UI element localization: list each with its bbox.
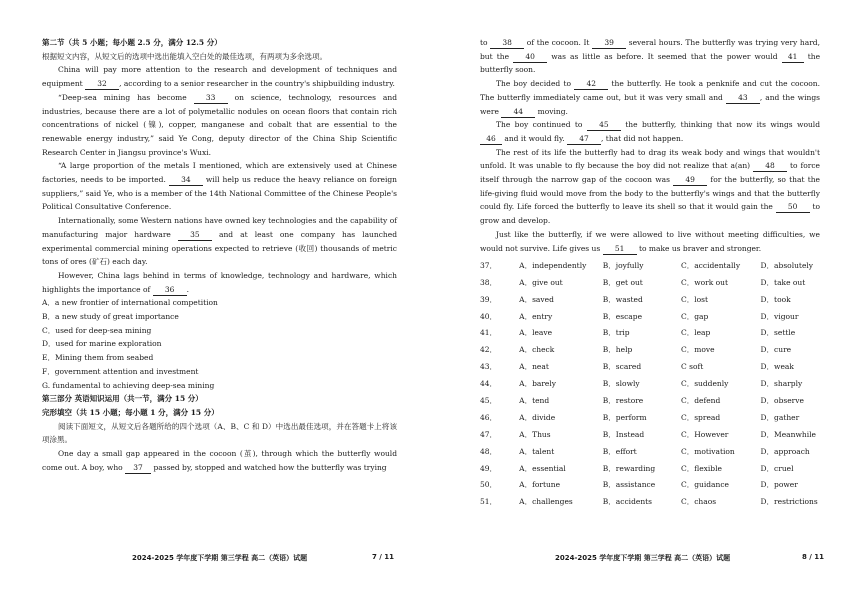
option-c: C．However: [680, 429, 729, 439]
option-d: D．took: [760, 294, 791, 304]
option-d: D．restrictions: [760, 497, 818, 507]
cloze-paragraph-3: The boy continued to 45 the butterfly, thinking that now its wings would 46 and it would fly. 47 , that did not happen.: [480, 118, 820, 145]
option-a: A．divide: [519, 412, 556, 422]
cloze-paragraph-5: Just like the butterfly, if we were allowed to live without meeting difficulties, we would not survive. Life gives us 51 to make us braver and stronger.: [480, 229, 820, 253]
option-c: C．gap: [680, 311, 709, 321]
blank-35: 35: [178, 230, 212, 241]
cloze-paragraph-1: One day a small gap appeared in the cocoon (茧), through which the butterfly would come out. A boy, who 37 passed by, stopped and watched how the butterfly was trying: [42, 449, 397, 472]
option-b: B．get out: [602, 277, 643, 287]
option-d: D．sharply: [760, 379, 803, 389]
option-a: A．fortune: [519, 480, 561, 490]
blank-39: 39: [592, 38, 626, 49]
question-row: [480, 443, 820, 460]
question-number: 45．: [480, 395, 498, 405]
passage-paragraph-3: “A large proportion of the metals I mentioned, which are extensively used at Chinese factories, needs to be imported. 34 will help us reduce the heavy reliance on foreign suppliers,” said Ye, who is a member of the 14th National Committee of the Chinese People's Political Consultative Conference.: [42, 161, 397, 212]
blank-45: 45: [587, 120, 621, 131]
cloze-paragraph-4: The rest of its life the butterfly had to drag its weak body and wings that wouldn't unfold. It was unable to fly because the boy did not realize that a(an) 48 to force itself through the narrow gap of the cocoon was 49 for the butterfly, so that the life-giving fluid would move from the body to the butterfly's wings and that the butterfly could fly. Life forced the butterfly to leave its shell so that it would gain the 50 to grow and develop.: [480, 147, 820, 226]
question-number: 42．: [480, 345, 498, 355]
option-e: E．Mining them from seabed: [42, 353, 154, 363]
option-a: A．independently: [519, 260, 587, 270]
option-b: B．a new study of great importance: [42, 312, 179, 322]
option-b: B．effort: [602, 446, 637, 456]
blank-51: 51: [603, 244, 637, 255]
option-c: C．flexible: [680, 463, 722, 473]
question-row: [480, 409, 820, 426]
option-b: B．restore: [602, 395, 644, 405]
option-b: B．wasted: [602, 294, 643, 304]
option-a: A．entry: [519, 311, 553, 321]
option-a: A．leave: [519, 328, 553, 338]
passage-paragraph-4: Internationally, some Western nations have owned key technologies and the capability of manufacturing major hardware 35 and at least one company has launched experimental commercial mining operations expected to retrieve (收回) thousands of metric tons of ores (矿石) each day.: [42, 216, 397, 267]
passage-paragraph-1: China will pay more attention to the research and development of techniques and equipment 32 , according to a senior researcher in the country's shipbuilding industry.: [42, 65, 397, 89]
question-row: [480, 426, 820, 443]
footer-title: 2024-2025 学年度下学期 第三学程 高二（英语）试题: [555, 554, 731, 562]
option-d: D．take out: [760, 277, 806, 287]
right-page: [430, 0, 860, 608]
question-number: 38．: [480, 277, 498, 287]
option-b: B．trip: [602, 328, 630, 338]
option-c: C．move: [680, 345, 715, 355]
blank-48: 48: [753, 161, 787, 172]
question-number: 46．: [480, 412, 498, 422]
option-d: D．Meanwhile: [760, 429, 816, 439]
blank-43: 43: [726, 93, 760, 104]
blank-46: 46: [480, 134, 502, 145]
blank-47: 47: [567, 134, 601, 145]
page-number: 8 / 11: [802, 553, 825, 561]
question-row: [480, 494, 820, 511]
blank-36: 36: [153, 285, 187, 296]
option-b: B．accidents: [602, 497, 653, 507]
option-c: C．suddenly: [680, 379, 729, 389]
option-b: B．slowly: [602, 379, 640, 389]
question-number: 43．: [480, 362, 498, 372]
blank-49: 49: [673, 175, 707, 186]
option-d: D．approach: [760, 446, 810, 456]
question-number: 49．: [480, 463, 498, 473]
option-b: B．perform: [602, 412, 647, 422]
section2-instructions: 根据短文内容，从短文后的选项中选出能填入空白处的最佳选项，有两项为多余选项。: [42, 51, 327, 61]
option-b: B．escape: [602, 311, 643, 321]
option-c: C．spread: [680, 412, 721, 422]
option-f: F．government attention and investment: [42, 366, 199, 376]
blank-33: 33: [194, 93, 228, 104]
option-c: C soft: [680, 362, 704, 372]
cloze-paragraph-1-cont: to 38 of the cocoon. It 39 several hours. The butterfly was trying very hard, but the 40 was as little as before. It seemed that the power would 41 the butterfly soon.: [480, 38, 821, 75]
question-row: [480, 460, 820, 477]
option-c: C．leap: [680, 328, 711, 338]
page-number: 7 / 11: [372, 553, 395, 561]
section3-title: 第三部分 英语知识运用（共一节，满分 15 分）: [42, 394, 203, 404]
option-a: A．tend: [519, 395, 550, 405]
option-d: D．vigour: [760, 311, 799, 321]
question-number: 40．: [480, 311, 498, 321]
question-row: [480, 375, 820, 392]
question-row: [480, 308, 820, 325]
option-d: D．gather: [760, 412, 800, 422]
option-a: A．Thus: [519, 429, 551, 439]
option-b: B．help: [602, 345, 633, 355]
option-a: A．challenges: [519, 497, 573, 507]
option-c: C．motivation: [680, 446, 735, 456]
option-c: C．chaos: [680, 497, 717, 507]
question-number: 39．: [480, 294, 498, 304]
option-b: B．assistance: [602, 480, 656, 490]
option-d: D．cure: [760, 345, 792, 355]
option-d: D．weak: [760, 362, 794, 372]
option-c: C．guidance: [680, 480, 729, 490]
question-row: [480, 342, 820, 359]
section3-instructions: 阅读下面短文，从短文后各题所给的四个选项（A、B、C 和 D）中选出最佳选项，并在答题卡上将该项涂黑。: [42, 421, 397, 445]
option-a: A．neat: [519, 362, 549, 372]
option-a: A．talent: [519, 446, 555, 456]
option-b: B．Instead: [602, 429, 645, 439]
question-number: 48．: [480, 446, 498, 456]
option-g: G. fundamental to achieving deep-sea mining: [42, 380, 215, 390]
passage-paragraph-5: However, China lags behind in terms of knowledge, technology and hardware, which highlights the importance of 36 .: [42, 270, 397, 294]
question-row: [480, 477, 820, 494]
option-d: D．used for marine exploration: [42, 339, 162, 349]
option-b: B．joyfully: [602, 260, 644, 270]
blank-34: 34: [169, 175, 203, 186]
question-number: 51．: [480, 497, 498, 507]
option-a: A．check: [519, 345, 555, 355]
option-a: A．essential: [519, 463, 566, 473]
footer-title: 2024-2025 学年度下学期 第三学程 高二（英语）试题: [132, 554, 308, 562]
option-a: A．saved: [519, 294, 554, 304]
question-number: 37．: [480, 260, 498, 270]
question-number: 44．: [480, 379, 498, 389]
question-number: 50．: [480, 480, 498, 490]
question-row: [480, 257, 820, 274]
option-c: C．used for deep-sea mining: [42, 325, 152, 335]
blank-42: 42: [574, 79, 608, 90]
blank-38: 38: [490, 38, 524, 49]
option-a: A．barely: [519, 379, 557, 389]
question-row: [480, 274, 820, 291]
question-number: 47．: [480, 429, 498, 439]
option-c: C．lost: [680, 294, 708, 304]
option-d: D．observe: [760, 395, 804, 405]
option-d: D．power: [760, 480, 798, 490]
section2-title: 第二节（共 5 小题；每小题 2.5 分，满分 12.5 分）: [42, 38, 222, 47]
option-c: C．accidentally: [680, 260, 741, 270]
option-d: D．absolutely: [760, 260, 814, 270]
option-b: B．scared: [602, 362, 642, 372]
option-d: D．settle: [760, 328, 796, 338]
question-number: 41．: [480, 328, 498, 338]
option-c: C．defend: [680, 395, 721, 405]
question-row: [480, 392, 820, 409]
blank-41: 41: [782, 52, 804, 63]
blank-40: 40: [513, 52, 547, 63]
section3-subtitle: 完形填空（共 15 小题；每小题 1 分，满分 15 分）: [42, 407, 219, 417]
right-page-content: [480, 36, 820, 511]
answer-options-table: [480, 257, 820, 510]
question-row: [480, 325, 820, 342]
blank-32: 32: [85, 79, 119, 90]
question-row: [480, 359, 820, 376]
question-row: [480, 291, 820, 308]
left-page-content: [42, 36, 397, 475]
cloze-paragraph-2: The boy decided to 42 the butterfly. He took a penknife and cut the cocoon. The butterfly immediately came out, but it was very small and 43 , and the wings were 44 moving.: [480, 79, 820, 116]
blank-37: 37: [125, 463, 151, 474]
passage-paragraph-2: “Deep-sea mining has become 33 on science, technology, resources and industries, because there are a lot of polymetallic nodules on ocean floors that contain rich concentrations of nickel (镍), copper, manganese and cobalt that are essential to the renewable energy industry,” said Ye Cong, deputy director of the China Ship Scientific Research Center in Jiangsu province's Wuxi.: [42, 92, 397, 157]
option-a: A．a new frontier of international competition: [42, 298, 218, 308]
option-c: C．work out: [680, 277, 729, 287]
blank-44: 44: [501, 107, 535, 118]
option-a: A．give out: [519, 277, 563, 287]
option-d: D．cruel: [760, 463, 794, 473]
blank-50: 50: [776, 202, 810, 213]
option-b: B．rewarding: [602, 463, 656, 473]
